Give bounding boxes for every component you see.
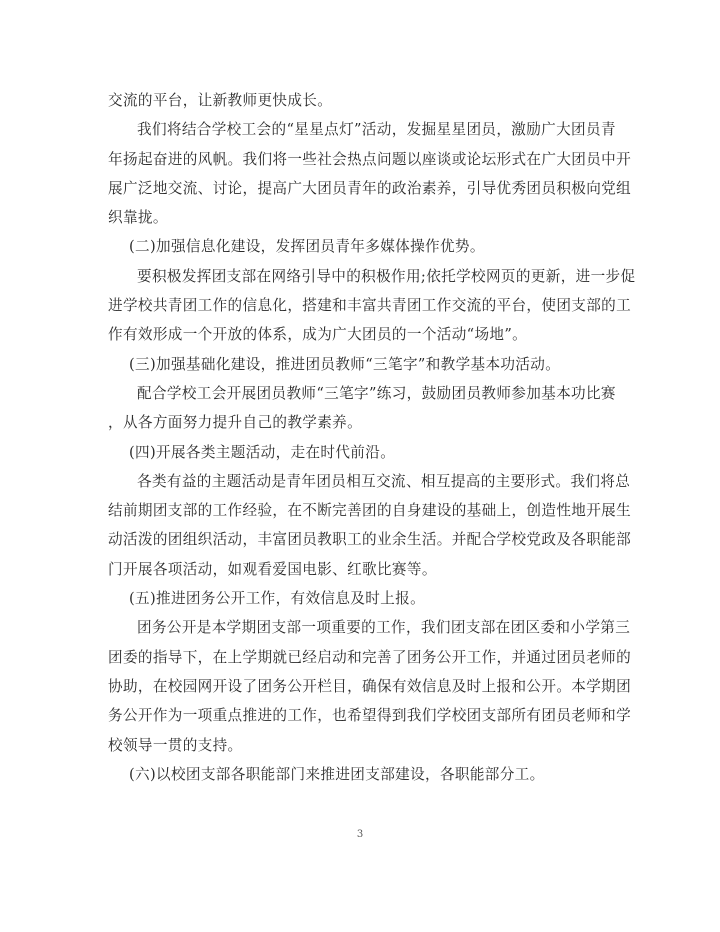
section-heading-4 [108, 438, 616, 467]
paragraph-star-activity [108, 115, 632, 232]
text-line: 动活泼的团组织活动，丰富团员教职工的业余生活。并配合学校党政及各职能部 [108, 531, 632, 549]
section-heading-2 [108, 232, 616, 261]
text-line: 团委的指导下，在上学期就已经启动和完善了团务公开工作，并通过团员老师的 [108, 648, 632, 666]
text-line: 门开展各项活动，如观看爱国电影、红歌比赛等。 [108, 560, 437, 578]
paragraph-theme-activities [108, 467, 632, 584]
text-line: 进学校共青团工作的信息化，搭建和丰富共青团工作交流的平台，使团支部的工 [108, 297, 632, 315]
heading-line: (三)加强基础化建设，推进团员教师“三笔字”和教学基本功活动。 [129, 355, 561, 373]
text-line: 配合学校工会开展团员教师“三笔字”练习，鼓励团员教师参加基本功比赛 [137, 384, 616, 402]
page-number: 3 [356, 829, 364, 840]
paragraph-public-affairs [108, 613, 632, 759]
heading-line: (五)推进团务公开工作，有效信息及时上报。 [129, 590, 426, 608]
paragraph-basic-skills [108, 379, 616, 438]
text-line: 结前期团支部的工作经验，在不断完善团的自身建设的基础上，创造性地开展生 [108, 502, 632, 520]
heading-line: (四)开展各类主题活动，走在时代前沿。 [129, 443, 396, 461]
section-heading-6 [108, 760, 616, 789]
text-line: 团务公开是本学期团支部一项重要的工作，我们团支部在团区委和小学第三 [137, 619, 631, 637]
paragraph-informatization [108, 262, 636, 350]
section-heading-3 [108, 350, 616, 379]
text-line: 展广泛地交流、讨论，提高广大团员青年的政治素养，引导优秀团员积极向党组 [108, 179, 632, 197]
paragraph-continuation [108, 86, 616, 115]
heading-line: (六)以校团支部各职能部门来推进团支部建设，各职能部分工。 [129, 765, 545, 783]
text-line: 织靠拢。 [108, 209, 168, 227]
text-line: 年扬起奋进的风帆。我们将一些社会热点问题以座谈或论坛形式在广大团员中开 [108, 150, 632, 168]
document-body [108, 86, 636, 789]
text-line: 务公开作为一项重点推进的工作，也希望得到我们学校团支部所有团员老师和学 [108, 707, 632, 725]
text-line: 各类有益的主题活动是青年团员相互交流、相互提高的主要形式。我们将总 [137, 472, 631, 490]
text-line: 交流的平台，让新教师更快成长。 [108, 92, 333, 109]
text-line: 我们将结合学校工会的“星星点灯”活动，发掘星星团员，激励广大团员青 [137, 121, 616, 139]
section-heading-5 [108, 584, 616, 613]
text-line: 作有效形成一个开放的体系，成为广大团员的一个活动“场地”。 [108, 326, 528, 344]
text-line: 协助，在校园网开设了团务公开栏目，确保有效信息及时上报和公开。本学期团 [108, 677, 632, 695]
text-line: 要积极发挥团支部在网络引导中的积极作用;依托学校网页的更新，进一步促 [137, 267, 636, 285]
text-line: 校领导一贯的支持。 [108, 736, 243, 754]
heading-line: (二)加强信息化建设，发挥团员青年多媒体操作优势。 [129, 238, 485, 256]
text-line: ，从各方面努力提升自己的教学素养。 [108, 414, 363, 432]
